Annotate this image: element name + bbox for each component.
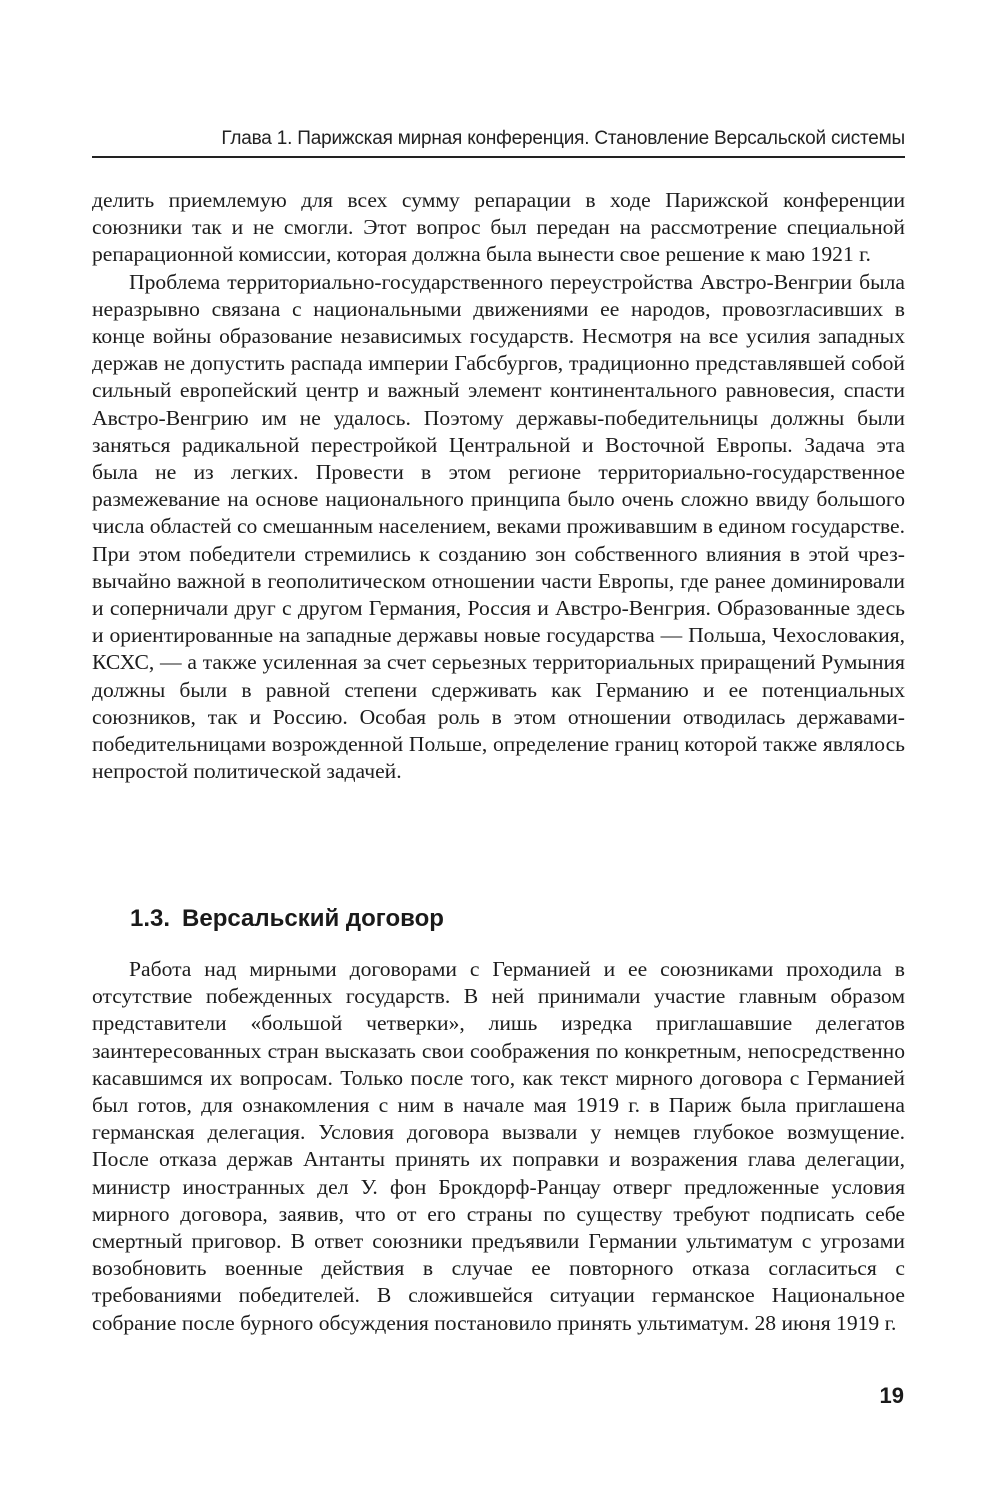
page-number: 19 (879, 1383, 904, 1408)
running-head: Глава 1. Парижская мирная конференция. Становление Версальской системы (92, 126, 905, 158)
section-heading (130, 903, 444, 935)
paragraph: делить приемлемую для всех сумму репарации в ходе Парижской конференции союзники так и не смогли. Этот вопрос был передан на рассмотрение специальной репарационной комиссии, которая должна была вынести свое решение к маю 1921 г. (92, 188, 905, 267)
section-title: Версальский договор (182, 905, 444, 932)
body-text-top (92, 187, 905, 785)
paragraph: Работа над мирными договорами с Германией и ее союзниками проходила в отсутствие побежденных государств. В ней принимали участие главным образом представители «большой четверки», лишь изредка приглашавшие делегатов заинтересованных стран высказать свои соображения по конкретным, непосредственно касавшимся их вопросам. Только после того, как текст мирного договора с Германией был готов, для ознакомления с ним в начале мая 1919 г. в Париж была приглашена германская делегация. Условия договора вызвали у немцев глубокое возмущение. После отказа держав Антанты принять их поправки и возражения глава делегации, министр иностранных дел У. фон Брокдорф-Ранцау отверг предложенные условия мирного договора, заявив, что от его страны по существу требуют подписать себе смертный приговор. В ответ союзники предъявили Германии ультиматум с угрозами возобновить военные действия в случае ее повторного отказа согласиться с требованиями победителей. В сложившейся ситуации германское Национальное собрание после бурного обсуждения постановило принять ультиматум. 28 июня 1919 г. (92, 957, 905, 1335)
paragraph: Проблема территориально-государственного переустройства Австро-Венгрии была неразрывно связана с национальными движениями ее народов, провозгласивших в конце войны образование независимых государств. Несмотря на все усилия западных держав не допустить распада империи Габсбургов, традиционно представлявшей собой сильный европейский центр и важный элемент континентального равновесия, спасти Австро-Венгрию им не удалось. Поэтому державы-победительницы должны были заняться радикальной перестройкой Центральной и Восточной Европы. Задача эта была не из легких. Провести в этом регионе территориально-государственное размежевание на основе национального принципа было очень сложно ввиду большого числа областей со смешанным населением, веками проживавшим в едином государстве. При этом победители стремились к созданию зон собственного влияния в этой чрезвычайно важной в геополитическом отношении части Европы, где ранее доминировали и соперничали друг с другом Германия, Россия и Австро-Венгрия. Образованные здесь и ориентированные на западные державы новые государства — Польша, Чехословакия, КСХС, — а также усиленная за счет серьезных территориальных приращений Румыния должны были в равной степени сдерживать как Германию и ее потенциальных союзников, так и Россию. Особая роль в этом отношении отводилась державами-победительницами возрожденной Польше, определение границ которой также являлось непростой политической задачей. (92, 269, 905, 784)
body-text-bottom (92, 956, 905, 1337)
section-number: 1.3. (130, 905, 171, 932)
